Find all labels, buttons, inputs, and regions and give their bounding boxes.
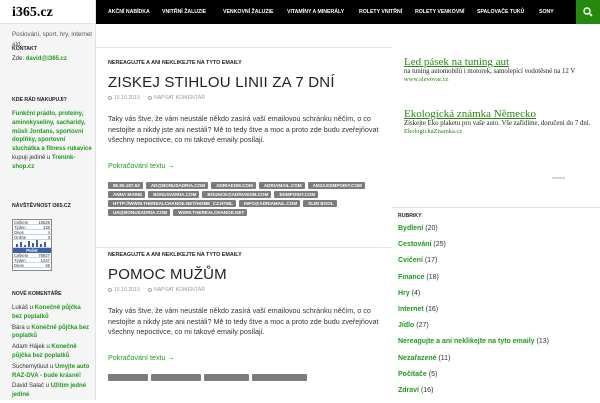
counter-value: 16625	[38, 220, 50, 225]
category-link[interactable]: Zdraví	[398, 386, 420, 394]
site-description: Poslování, sport, hry, internet atd.	[12, 31, 93, 48]
counter-label: Dnes	[14, 230, 24, 235]
category-count: (16)	[423, 305, 439, 313]
nav-item-venkovni-zaluzie[interactable]: VENKOVNÍ ŽALUZIE	[223, 9, 274, 15]
main-content	[96, 24, 392, 400]
category-link[interactable]: Počítače	[398, 370, 427, 378]
post-date[interactable]: 15.10.2015	[114, 287, 140, 293]
comment-mid: u	[44, 344, 52, 351]
counter-value: 1247	[40, 258, 50, 263]
nav-item-vnitrni-zaluzie[interactable]: VNITŘNÍ ŽALUZIE	[162, 9, 207, 15]
category-item	[398, 322, 596, 338]
comment-mid: u	[24, 324, 32, 331]
post-meta	[108, 287, 386, 293]
category-item	[398, 225, 596, 241]
category-link[interactable]: Cvičení	[398, 257, 423, 265]
post-tag[interactable]: ADRIAEDM.COM	[211, 182, 256, 189]
category-count: (17)	[422, 257, 438, 265]
counter-row	[13, 263, 51, 268]
nakup-title: KDE RÁD NAKUPUJI?	[12, 97, 67, 103]
post-tag[interactable]: ADRIAMAIL.COM	[259, 182, 305, 189]
counter-value: 78927	[38, 253, 50, 258]
search-toggle-button[interactable]	[576, 0, 600, 24]
post-tag[interactable]: AM13.EDMPOINT.COM	[308, 182, 365, 189]
comment-post-link[interactable]: Umyjte auto RAZ-DVA - bude krásné!	[12, 363, 90, 379]
post-separator	[96, 47, 392, 48]
category-item	[398, 241, 596, 257]
kontakt-label: Zde:	[12, 56, 25, 62]
ad-block[interactable]	[404, 57, 594, 84]
post-article	[108, 243, 386, 381]
category-link[interactable]: Hry	[398, 289, 410, 297]
nakup-links[interactable]: Funkční prádlo, proteiny, aminokyseliny, sacharidy, müsli Jordans, sportovní doplňky, sportovní sluchátka a fitness rukavice	[12, 111, 92, 153]
komentare-title: NOVÉ KOMENTÁŘE	[12, 291, 62, 297]
visitor-counter	[12, 219, 52, 271]
kontakt-text	[12, 55, 92, 64]
post-tag[interactable]: SLIM BOOL	[303, 200, 337, 207]
comment-icon	[148, 96, 152, 100]
ad-footer: reklama	[552, 176, 565, 180]
category-link[interactable]: Bydlení	[398, 225, 424, 232]
kontakt-title: KONTAKT	[12, 46, 37, 52]
post-excerpt: Taky vás štve, že vám neustále někdo zasírá vaší emailovou schránku něčím, o co nestojíte a nikdy jste ani nestáli? Mě to tedy štve a moc a proto zde budu zveřejňovat všechny nepoctivce, co mi takové emaily posílají.	[108, 114, 379, 145]
post-category-link[interactable]: NEREAGUJTE A ANI NEKLIKEJTE NA TYTO EMAILY	[108, 60, 242, 66]
counter-graph	[13, 240, 51, 248]
comment-author: Adam Hájek	[12, 344, 45, 351]
post-article	[108, 51, 386, 216]
counter-top-rows	[13, 220, 51, 240]
clock-icon	[108, 288, 112, 292]
ad-block[interactable]	[404, 109, 594, 136]
counter-label: Celkem	[14, 220, 29, 225]
category-link[interactable]: Cestování	[398, 241, 432, 249]
post-tag[interactable]: EDMPOINT.COM	[274, 191, 318, 198]
post-title[interactable]: ZISKEJ STIHLOU LINII ZA 7 DNÍ	[108, 74, 335, 91]
category-count: (13)	[534, 338, 549, 346]
ad-url[interactable]: www.slevovar.cz	[404, 76, 449, 83]
read-more-link[interactable]: Pokračování textu →	[108, 352, 175, 362]
category-item	[398, 355, 596, 371]
post-comment-link[interactable]: NAPSAT KOMENTÁŘ	[153, 287, 206, 293]
category-link[interactable]: Jídlo	[398, 322, 415, 330]
counter-label: Dnes	[14, 263, 24, 268]
category-item	[398, 371, 596, 387]
comment-item	[12, 324, 92, 342]
counter-bottom-rows	[13, 253, 51, 268]
post-tag[interactable]: HTTP://WWW.THEREALCHANGE.NET/HOME_CZ.HTML	[108, 200, 236, 207]
post-tag[interactable]: WWW.THEREALCHANGE.NET	[173, 209, 247, 216]
comment-icon	[148, 288, 152, 292]
category-count: (4)	[409, 289, 421, 297]
post-tag[interactable]: INFO@ADRIAMAIL.COM	[239, 200, 300, 207]
comment-post-link[interactable]: Konečně půjčka bez poplatků	[12, 305, 81, 320]
post-title[interactable]: POMOC MUŽŮM	[108, 266, 227, 283]
post-date[interactable]: 15.10.2015	[114, 95, 140, 101]
category-link[interactable]: Nereagujte a ani neklikejte na tyto emaily	[398, 338, 535, 346]
nakup-mid: kupuji jedině u	[12, 154, 53, 161]
top-navigation	[96, 0, 600, 24]
post-tag[interactable]: ANNA MARIE	[108, 191, 145, 198]
category-link[interactable]: Nezařazené	[398, 354, 437, 362]
clock-icon	[108, 96, 112, 100]
category-item	[398, 387, 596, 403]
counter-value: 3	[47, 235, 50, 240]
comment-mid: u	[28, 305, 35, 311]
comment-post-link[interactable]: Užitím jedné jediné	[12, 383, 87, 399]
nav-item-vitaminy[interactable]: VITAMÍNY A MINERÁLY	[287, 9, 345, 15]
search-icon	[583, 7, 593, 17]
nakup-text	[12, 110, 92, 172]
comment-mid: u	[44, 383, 51, 390]
post-tag[interactable]: AD@BONUSADRIA.COM	[146, 182, 208, 189]
comment-item	[12, 343, 92, 361]
post-tag[interactable]: UN@BONUSADRIA.COM	[108, 209, 170, 216]
comment-post-link[interactable]: Konečně půjčka bez poplatků	[12, 324, 90, 340]
category-link[interactable]: Finance	[398, 273, 425, 281]
category-item	[398, 306, 596, 322]
read-more-link[interactable]: Pokračování textu →	[108, 160, 175, 170]
comment-post-link[interactable]: Konečně půjčka bez poplatků	[12, 344, 77, 359]
nav-item-spalovace-tuku[interactable]: SPALOVAČE TUKŮ	[477, 9, 525, 15]
category-item	[398, 274, 596, 290]
post-tag[interactable]: BOUNCE@ADRIAEDM.COM	[202, 191, 271, 198]
right-sidebar	[392, 24, 600, 400]
rubriky-title: RUBRIKY	[392, 207, 600, 220]
category-count: (11)	[436, 354, 451, 362]
post-tag[interactable]: 85.90.187.53	[108, 182, 143, 189]
comment-author: Suchemytiuut	[12, 363, 49, 370]
comment-item	[12, 382, 92, 400]
ad-title[interactable]: Led pásek na tuning aut	[404, 56, 510, 68]
category-list	[398, 225, 596, 403]
counter-label: Online	[14, 235, 27, 240]
ad-text: Získejte Eko plaketu pro vaše auto. Vše zařídíme, doručení do 7 dní.	[404, 120, 591, 127]
category-count: (27)	[414, 322, 429, 330]
nav-item-sony[interactable]: SONY	[539, 9, 554, 15]
counter-value: 4	[47, 230, 50, 235]
category-link[interactable]: Internet	[398, 305, 424, 313]
counter-label: Týden	[14, 225, 26, 230]
counter-label: Celkem	[14, 253, 29, 258]
comment-author: Lukáš	[12, 305, 29, 311]
nav-item-akcni-nabidka[interactable]: AKČNÍ NABÍDKA	[108, 9, 150, 15]
post-category-link[interactable]: NEREAGUJTE A ANI NEKLIKEJTE NA TYTO EMAILY	[108, 252, 242, 258]
recent-comments	[12, 304, 92, 400]
post-tags	[108, 182, 386, 216]
category-item	[398, 338, 596, 354]
category-count: (5)	[426, 370, 438, 378]
ad-title[interactable]: Ekologická známka Německo	[404, 108, 536, 120]
category-count: (25)	[431, 241, 446, 249]
counter-head: Počet	[13, 248, 51, 253]
ad-url[interactable]: EkologickaZnamka.cz	[404, 128, 463, 135]
comment-author: David Salač	[12, 383, 45, 390]
ad-text: na tuning automobilů i motorek, samolepící vodotěsné na 12 V	[404, 68, 576, 75]
post-tag[interactable]: BONUSADRIA.COM	[148, 191, 199, 198]
category-count: (20)	[423, 225, 438, 232]
kontakt-email-link[interactable]: david@i365.cz	[25, 56, 67, 62]
counter-value: 46	[45, 263, 50, 268]
trenink-shop-link[interactable]: Trenink-shop.cz	[12, 154, 76, 170]
nav-item-rolety-venkovni[interactable]: ROLETY VENKOVNÍ	[415, 9, 465, 15]
post-excerpt: Taky vás štve, že vám neustále někdo zasírá vaší emailovou schránku něčím, o co nestojíte a nikdy jste ani nestáli? Mě to tedy štve a moc a proto zde budu zveřejňovat všechny nepoctivce, co mi takové emaily posílají.	[108, 306, 379, 337]
post-comment-link[interactable]: NAPSAT KOMENTÁŘ	[153, 95, 206, 101]
category-item	[398, 290, 596, 306]
category-item	[398, 257, 596, 273]
comment-author: Bára	[12, 324, 25, 331]
comment-item	[12, 304, 92, 322]
post-meta	[108, 95, 386, 101]
category-count: (18)	[424, 273, 439, 281]
comment-item	[12, 363, 92, 381]
navstevnost-title: NÁVŠTĚVNOST I365.CZ	[12, 203, 71, 209]
post-tags	[108, 374, 386, 381]
category-count: (16)	[419, 386, 434, 394]
site-title[interactable]: i365.cz	[0, 0, 96, 24]
counter-label: Týden	[14, 258, 26, 263]
nav-item-rolety-vnitrni[interactable]: ROLETY VNITŘNÍ	[359, 9, 403, 15]
comment-mid: u	[48, 363, 56, 370]
left-sidebar	[0, 0, 96, 400]
counter-value: 135	[43, 225, 50, 230]
